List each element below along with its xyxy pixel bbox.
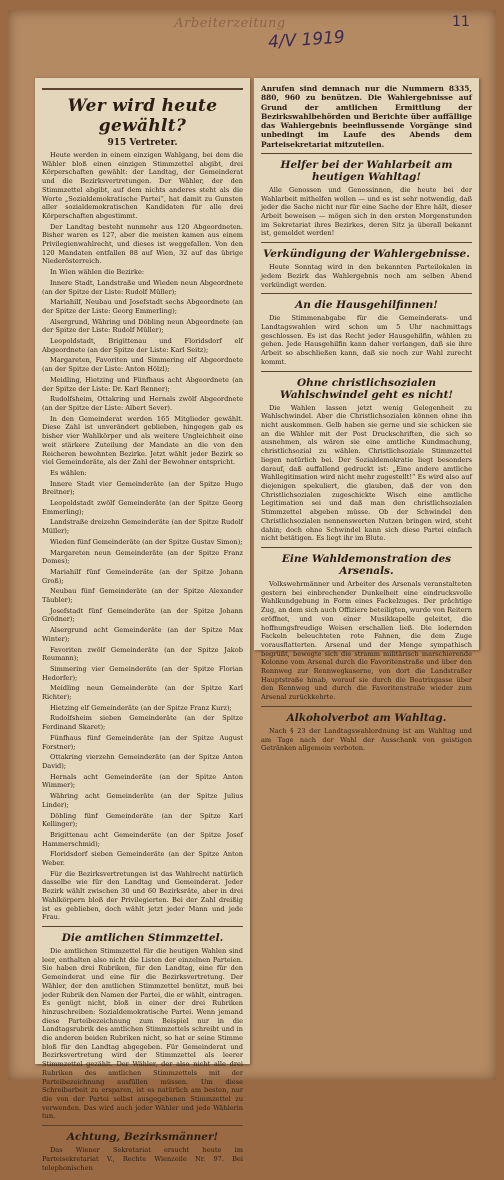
paragraph: Landstraße dreizehn Gemeinderäte (an der Spitze Rudolf Müller); — [42, 518, 243, 536]
section-title-stimmzettel: Die amtlichen Stimmzettel. — [61, 931, 224, 944]
paragraph: Alsergrund, Währing und Döbling neun Abgeordnete (an der Spitze der Liste: Rudolf Müller); — [42, 317, 243, 335]
section-divider — [42, 926, 243, 927]
paragraph: Döbling fünf Gemeinderäte (an der Spitze Karl Kellinger); — [42, 811, 243, 829]
paragraph: Es wählen: — [50, 468, 87, 477]
paragraph: Meidling neun Gemeinderäte (an der Spitze Karl Richter); — [42, 684, 243, 702]
paragraph: Mariahilf, Neubau und Josefstadt sechs Abgeordnete (an der Spitze der Liste: Georg Emmerling); — [42, 298, 243, 315]
section-divider — [261, 547, 472, 548]
paragraph: Josefstadt fünf Gemeinderäte (an der Spitze Johann Grödner); — [42, 606, 243, 624]
paragraph: In Wien wählen die Bezirke: — [50, 268, 145, 277]
section-title: Eine Wahldemonstration des Arsenals. — [281, 552, 452, 577]
section-divider — [261, 242, 472, 243]
paragraph: Alle Genossen und Genossinnen, die heute bei der Wahlarbeit mithelfen wollen — und es ist sehr notwendig, daß jeder die Sache nicht nur für eine Sache der Ehre hält, dieser Arbeit beweisen — mögen sich in den ersten Morgenstunden im Sekretariat ihres Bezirkes, deren Sitz ja überall bekannt ist, gemeldet werden! — [261, 185, 472, 238]
paragraph: Heute Sonntag wird in den bekannten Parteilokalen in jedem Bezirk das Wahlergebnis noch am selben Abend verkündigt werden. — [261, 263, 472, 289]
section-title: An die Hausgehilfinnen! — [295, 299, 438, 312]
paragraph: Hernals acht Gemeinderäte (an der Spitze Anton Wimmer); — [42, 772, 243, 790]
paragraph: In den Gemeinderat werden 165 Mitglieder gewählt. Diese Zahl ist unverändert geblieben, hingegen gab es bisher vier Wahlkörper und als weitere Ungleichheit eine weit stärkere Zuteilung der Mandate an die von den Reicheren bewohnten Bezirke. Jetzt wählt jeder Bezirk so viel Gemeinderäte, als der Zahl der Bewohner entspricht. — [42, 414, 243, 467]
paragraph: Währing acht Gemeinderäte (an der Spitze Julius Linder); — [42, 792, 243, 809]
section-title: Verkündigung der Wahlergebnisse. — [263, 248, 470, 261]
section-divider — [261, 293, 472, 294]
handwritten-page-number: 11 — [452, 14, 470, 30]
paragraph: Nach § 23 der Landtagswahlordnung ist am Wahltag und am Tage nach der Wahl der Ausschank von geistigen Getränken allgemein verboten. — [261, 726, 472, 753]
subhead: 915 Vertreter. — [107, 138, 178, 148]
paragraph: Innere Stadt, Landstraße und Wieden neun Abgeordnete (an der Spitze der Liste: Rudolf Müller); — [42, 278, 243, 296]
paragraph: Ottakring vierzehn Gemeinderäte (an der Spitze Anton David); — [42, 753, 243, 770]
paragraph: Neubau fünf Gemeinderäte (an der Spitze Alexander Täubler); — [42, 587, 243, 605]
paragraph: Rudolfsheim, Ottakring und Hernals zwölf Abgeordnete (an der Spitze der Liste: Albert Sever). — [42, 395, 243, 412]
paragraph: Volkswehrmänner und Arbeiter des Arsenals veranstalteten gestern bei einbrechender Dunkelheit eine eindrucksvolle Wahlkundgebung in Form eines Fackelzuges. Der prächtige Zug, an dem sich auch Offiziere beteiligten, wurde von Reitern eröffnet, und von einer Musikkapelle geleitet, die hoffnungsfreudige Weisen erschallen ließ. Die lodernden Fackeln beleuchteten rote Fahnen, die dem Zuge vorausflatterten. Arsenal und der Menge sympathisch begrüßt, bewegte sich die stramm militärisch marschierende Kolonne vom Arsenal durch die Favoritenstraße und über den Rennweg zur Rennwegkaserne, von dort die Landstraßer Hauptstraße hinab, worauf sie durch die Beatrixgasse über den Rennweg und durch die Favoritenstraße wieder zum Arsenal zurückkehrte. — [261, 580, 472, 702]
left-clipping — [35, 78, 250, 1172]
paragraph: Mariahilf fünf Gemeinderäte (an der Spitze Johann Groß); — [42, 567, 243, 585]
paragraph: Heute werden in einem einzigen Wahlgang, bei dem die Wähler bloß einen einzigen Stimmzettel abgibt, drei Körperschaften gewählt: der Landtag, der Gemeinderat und die Bezirksvertretungen. Der Wähler, der den Stimmzettel abgibt, auf dem nichts anderes steht als die Worte „Sozialdemokratische Partei“, hat damit zu Gunsten aller sozialdemokratischen Kandidaten für alle drei Körperschaften abgestimmt. — [42, 151, 243, 220]
paragraph: Wieden fünf Gemeinderäte (an der Spitze Gustav Simon); — [50, 537, 243, 546]
section-title: Alkoholverbot am Wahltag. — [286, 711, 447, 724]
paragraph: Margareten neun Gemeinderäte (an der Spitze Franz Domes); — [42, 548, 243, 566]
left-body — [42, 151, 243, 922]
paragraph: Innere Stadt vier Gemeinderäte (an der Spitze Hugo Breitner); — [42, 479, 243, 497]
paragraph: Für die Bezirksvertretungen ist das Wahlrecht natürlich dasselbe wie für den Landtag und Gemeinderat. Jeder Bezirk wählt zwischen 30 und 60 Bezirksräte, aber in drei Wahlkörpern bloß der Privilegierten. Bei der Zahl dreißig ist es geblieben, doch wählt jetzt jeder Mann und jede Frau. — [42, 869, 243, 922]
paragraph: Meidling, Hietzing und Fünfhaus acht Abgeordnete (an der Spitze der Liste: Dr. Karl Renner); — [42, 375, 243, 393]
paragraph: Floridsdorf sieben Gemeinderäte (an der Spitze Anton Weber. — [42, 850, 243, 868]
handwritten-date: 4/V 1919 — [267, 27, 346, 53]
paragraph: Leopoldstadt zwölf Gemeinderäte (an der Spitze Georg Emmerling); — [42, 499, 243, 516]
paragraph: Margareten, Favoriten und Simmering elf Abgeordnete (an der Spitze der Liste: Anton Hölzl); — [42, 356, 243, 374]
paragraph: Favoriten zwölf Gemeinderäte (an der Spitze Jakob Reumann); — [42, 645, 243, 663]
section-divider — [261, 153, 472, 154]
paragraph: Leopoldstadt, Brigittenau und Floridsdorf elf Abgeordnete (an der Spitze der Liste: Karl Seitz); — [42, 337, 243, 354]
right-sections — [261, 153, 472, 753]
footer-divider — [42, 1125, 243, 1126]
section-title: Ohne christlichsozialen Wahlschwindel geht es nicht! — [279, 376, 454, 401]
footer-title: Achtung, Bezirksmänner! — [66, 1131, 219, 1144]
headline: Wer wird heute gewählt? — [67, 96, 218, 136]
paragraph: Die Stimmenabgabe für die Gemeinderats- und Landtagswahlen wird schon um 5 Uhr nachmittags geschlossen. Es ist das Recht jeder Hausgehilfin, wählen zu gehen. Jede Hausgehilfin kann daher verlangen, daß sie ihre Arbeit so abschließen kann, daß sie noch zur Wahl zurecht kommt. — [261, 314, 472, 366]
section-divider — [261, 706, 472, 707]
masthead-handwriting: Arbeiterzeitung — [174, 16, 286, 31]
paragraph: Die amtlichen Stimmzettel für die heutigen Wahlen sind leer, enthalten also nicht die Listen der einzelnen Parteien. Sie haben drei Rubriken, für den Landtag, eine für den Gemeinderat und eine für die Bezirksvertretung. Der Wähler, der den amtlichen Stimmzettel benützt, muß bei jeder Rubrik den Namen der Partei, die er wählt, eintragen. Es genügt nicht, bloß in einer der drei Rubriken hinzuschreiben: Sozialdemokratische Partei. Wenn jemand diese Parteibezeichnung zum Beispiel nur in die Landtagsrubrik des amtlichen Stimmzettels schreibt und in die anderen beiden Rubriken nicht, so hat er seine Stimme bloß für den Landtag abgegeben. Für Gemeinderat und Bezirksvertretung wird der Stimmzettel als leerer Stimmzettel gezählt. Der Wähler, der also nicht alle drei Rubriken des amtlichen Stimmzettels mit der Parteibezeichnung ausfüllen müssen. Um diese Schreibarbeit zu ersparen, ist es natürlich am besten, nur die von der Partei selbst ausgegebenen Stimmzettel zu verwenden. Das wird auch jeder Wähler und jede Wählerin tun. — [42, 947, 243, 1121]
section-divider — [261, 371, 472, 372]
right-clipping — [254, 78, 479, 753]
paragraph: Rudolfsheim sieben Gemeinderäte (an der Spitze Ferdinand Skaret); — [42, 714, 243, 732]
paragraph: Hietzing elf Gemeinderäte (an der Spitze Franz Kurz); — [50, 703, 232, 712]
right-intro: Anrufen sind demnach nur die Nummern 8335, 880, 960 zu benützen. Die Wahlergebnisse auf Grund der amtlichen Ermittlung der Bezirkswahlbehörden und Berichte über auffällige das Wahlergebnis beeinflussende Vorgänge sind unbedingt im Laufe des Abends dem Parteisekretariat mitzuteilen. — [261, 84, 472, 149]
top-rule — [42, 88, 243, 90]
paragraph: Alsergrund acht Gemeinderäte (an der Spitze Max Winter); — [42, 626, 243, 643]
paragraph: Fünfhaus fünf Gemeinderäte (an der Spitze August Forstner); — [42, 733, 243, 751]
stimmzettel-body — [42, 947, 243, 1121]
paragraph: Brigittenau acht Gemeinderäte (an der Spitze Josef Hammerschmid); — [42, 830, 243, 848]
section-title: Helfer bei der Wahlarbeit am heutigen Wahltag! — [280, 158, 453, 183]
paragraph: Der Landtag besteht nunmehr aus 120 Abgeordneten. Bisher waren es 127, aber die meisten kamen aus einem Privilegienwahlrecht, und dieses ist weggefallen. Von den 120 Mandaten entfallen 88 auf Wien, 32 auf das übrige Niederösterreich. — [42, 222, 243, 266]
paragraph: Simmering vier Gemeinderäte (an der Spitze Florian Hedorfer); — [42, 664, 243, 682]
paragraph: Die Wahlen lassen jetzt wenig Gelegenheit zu Wahlschwindel. Aber die Christlichsozialen können ohne ihn nicht auskommen. Gelb haben sie gerne und sie schicken sie an die Wähler mit der Post Druckschriften, die sich so ausnehmen, als wären sie eine amtliche Kundmachung, christlichsozial zu wählen. Christlichsoziale Stimmzettel liegen natürlich bei. Der Sozialdemokratie liegt besonders darauf, daß auffallend gedruckt ist: „Eine andere amtliche Wahllegitimation wird nicht mehr zugestellt!“ Es wird also auf diejenigen spekuliert, die glauben, daß der von den Christlichsozialen zugeschickte Wisch eine amtliche Legitimation sei und daß man den christlichsozialen Stimmzettel abgeben müsse. Ob der Schwindel den Christlichsozialen nennenswerten Nutzen bringen wird, steht dahin; doch ohne Schwindel kann sich diese Partei einfach nicht betätigen. Es liegt ihr im Blute. — [261, 403, 472, 543]
footer-text: Das Wiener Sekretariat ersucht heute im Parteisekretariat V., Rechte Wienzeile Nr. 97. Bei telephonischen — [42, 1146, 243, 1172]
